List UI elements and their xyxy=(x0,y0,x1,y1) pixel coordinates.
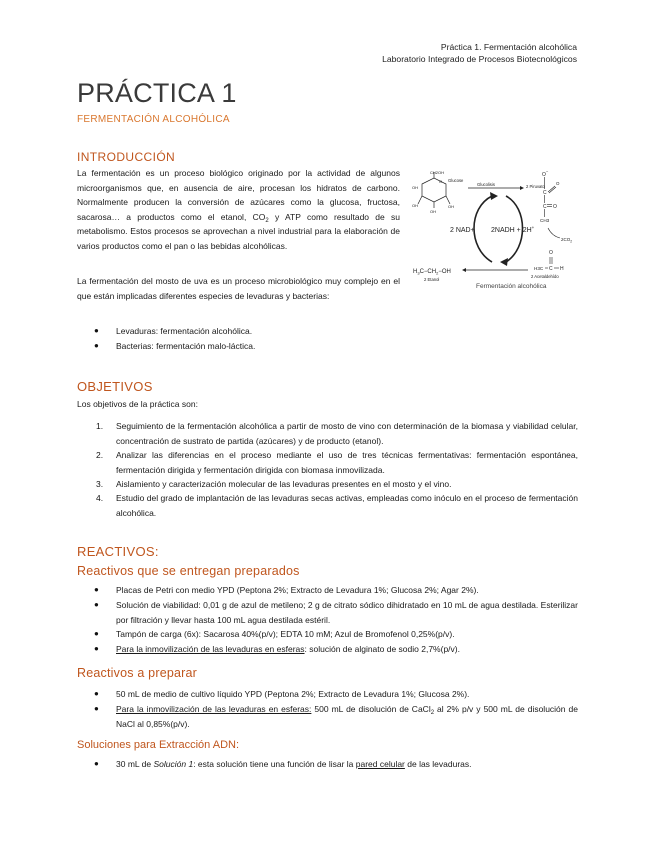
list-number: 4. xyxy=(96,493,104,503)
co2-label: $2CO_2$ xyxy=(561,237,573,244)
objetivo-item-4: Estudio del grado de implantación de las levaduras secas activas, empleadas como inóculo en el proceso de fermentación alcohólica. xyxy=(116,493,578,518)
reactivo-preparar-2: Para la inmovilización de las levaduras en esferas: 500 mL de disolución de CaCl$_2$ al 2% p/v y 500 mL de disolución de NaCl al 0,85%(p/v). xyxy=(116,704,578,729)
glucose-molecule xyxy=(418,172,450,208)
piruvato-label: 2 Piruvato xyxy=(526,184,545,189)
glucolisis-arrowhead xyxy=(520,186,524,190)
pyruvate-o-minus: O xyxy=(542,172,546,178)
pyruvate-bonds xyxy=(545,177,557,217)
pyruvate-o: O xyxy=(553,204,557,210)
list-number: 2. xyxy=(96,450,104,460)
list-number: 3. xyxy=(96,479,104,489)
bullet-marker: ● xyxy=(94,326,99,335)
intro-bullet-2: Bacterias: fermentación malo-láctica. xyxy=(116,341,256,351)
intro-paragraph-2: La fermentación del mosto de uva es un proceso microbiológico muy complejo en el que están implicadas diferentes especies de levaduras y bacterias: xyxy=(77,276,400,301)
objetivo-item-2: Analizar las diferencias en el proceso mediante el uso de tres técnicas fermentativas: fermentación espontánea, fermentación dirigida y fermentación dirigida con biomasa inmovilizada. xyxy=(116,450,578,475)
glucolisis-label: Glucolisis xyxy=(477,182,495,187)
nad-label: 2 NAD+ xyxy=(450,227,475,234)
acetaldehido-label: 2 Acetaldehído xyxy=(531,274,559,279)
pyruvate-c2: C xyxy=(543,204,547,210)
intro-heading: INTRODUCCIÓN xyxy=(77,150,176,164)
bullet-marker: ● xyxy=(94,704,99,713)
glucose-oh-1: OH xyxy=(412,185,418,190)
reactivo-preparado-4: Para la inmovilización de las levaduras en esferas: solución de alginato de sodio 2,7%(p/v). xyxy=(116,644,460,654)
page-title: PRÁCTICA 1 xyxy=(77,78,237,108)
glucose-ring-o: O xyxy=(439,179,443,184)
acetaldehyde-h: H xyxy=(560,266,564,272)
etanol-label: 2 Etanol xyxy=(424,277,440,282)
reactivo-preparado-2: Solución de viabilidad: 0,01 g de azul de metileno; 2 g de citrato sódico dihidratado en 10 mL de agua destilada. Esterilizar por filtración y llevar hasta 100 mL agua destilada estéril. xyxy=(116,600,578,625)
pyruvate-ch3: CH3 xyxy=(540,218,550,223)
glucose-ch2oh: CH2OH xyxy=(430,170,445,175)
reactivos-sub1-heading: Reactivos que se entregan preparados xyxy=(77,564,300,578)
nadh-label: 2NADH + 2H+ xyxy=(491,225,535,234)
bullet-marker: ● xyxy=(94,689,99,698)
acetaldehyde-o: O xyxy=(549,250,553,256)
running-header-title: Práctica 1. Fermentación alcohólica xyxy=(440,42,577,52)
reactivos-sub3-heading: Soluciones para Extracción ADN: xyxy=(77,739,240,751)
bullet-marker: ● xyxy=(94,341,99,350)
reactivo-preparado-1: Placas de Petri con medio YPD (Peptona 2%; Extracto de Levadura 1%; Glucosa 2%; Agar 2%). xyxy=(116,585,479,595)
solucion-adn-1: 30 mL de Solución 1: esta solución tiene una función de lisar la pared celular de las levaduras. xyxy=(116,759,472,769)
diagram-caption: Fermentación alcohólica xyxy=(476,283,547,290)
cycle-arrowhead-top xyxy=(490,192,498,200)
acetaldehyde-c: C xyxy=(549,266,553,272)
objetivos-heading: OBJETIVOS xyxy=(77,379,153,394)
reactivos-heading: REACTIVOS: xyxy=(77,544,159,559)
list-number: 1. xyxy=(96,421,104,431)
bullet-marker: ● xyxy=(94,600,99,609)
ethanol-arrowhead xyxy=(462,268,466,272)
bullet-marker: ● xyxy=(94,759,99,768)
cycle-arrowhead-bottom xyxy=(500,258,508,266)
ethanol-formula: $H_3C-CH_2-OH$ xyxy=(413,269,451,276)
objetivo-item-3: Aislamiento y caracterización molecular de las levaduras presentes en el mosto y el vino. xyxy=(116,479,452,489)
reactivos-sub2-heading: Reactivos a preparar xyxy=(77,666,198,680)
bullet-marker: ● xyxy=(94,629,99,638)
cycle-arrow-left xyxy=(474,196,492,262)
acetaldehyde-h3c: H3C xyxy=(534,266,544,271)
bullet-marker: ● xyxy=(94,585,99,594)
pyruvate-o-top: O xyxy=(556,181,560,186)
running-header-lab: Laboratorio Integrado de Procesos Biotecnológicos xyxy=(382,54,577,64)
glucose-label: Glucose xyxy=(448,178,464,183)
reactivo-preparado-3: Tampón de carga (6x): Sacarosa 40%(p/v); EDTA 10 mM; Azul de Bromofenol 0,25%(p/v). xyxy=(116,629,455,639)
glucose-oh-4: OH xyxy=(448,204,454,209)
objetivo-item-1: Seguimiento de la fermentación alcohólica a partir de mosto de vino con determinación de la biomasa y viabilidad celular, concentración de sustrato de partida (azúcares) y de producto (etanol). xyxy=(116,421,578,446)
pyruvate-c1: C xyxy=(543,190,547,196)
intro-bullet-1: Levaduras: fermentación alcohólica. xyxy=(116,326,253,336)
reactivo-preparar-1: 50 mL de medio de cultivo líquido YPD (Peptona 2%; Extracto de Levadura 1%; Glucosa 2%). xyxy=(116,689,470,699)
page-subtitle: FERMENTACIÓN ALCOHÓLICA xyxy=(77,114,230,125)
fermentation-diagram xyxy=(410,166,582,290)
intro-paragraph-1: La fermentación es un proceso biológico originado por la actividad de algunos microorganismos que, en ausencia de aire, procesan los hidratos de carbono. Normalmente producen la conversión de azúcares como la glucosa, fructosa, sacarosa… a productos como el etanol, $CO_2$ y ATP como resultado de su metabolismo. Estos procesos se aprovechan a nivel industrial para la elaboración de varios productos como el pan o las bebidas alcohólicas. xyxy=(77,168,400,251)
bullet-marker: ● xyxy=(94,644,99,653)
glucose-oh-3: OH xyxy=(430,209,436,214)
co2-arrow xyxy=(548,228,560,238)
pyruvate-minus-sign: − xyxy=(546,169,549,174)
objetivos-intro: Los objetivos de la práctica son: xyxy=(77,399,198,409)
glucose-oh-2: OH xyxy=(412,203,418,208)
